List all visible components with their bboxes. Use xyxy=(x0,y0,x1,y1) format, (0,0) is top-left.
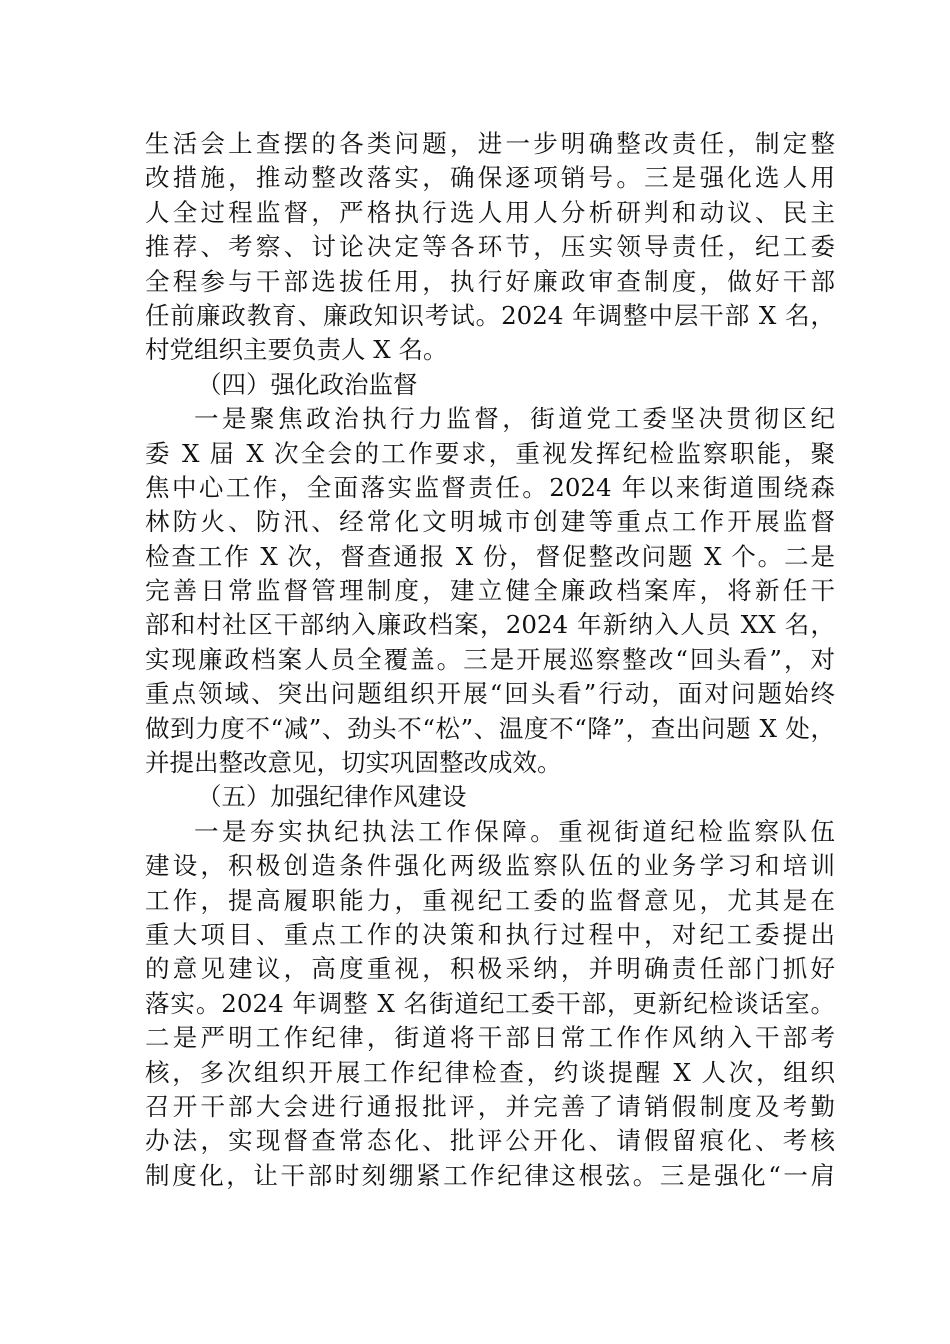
section-heading-5: （五）加强纪律作风建设 xyxy=(197,782,467,812)
body-line: 生活会上查摆的各类问题，进一步明确整改责任，制定整 xyxy=(145,129,835,158)
body-line: 任前廉政教育、廉政知识考试。2024 年调整中层干部 X 名， xyxy=(145,300,835,330)
body-line: 改措施，推动整改落实，确保逐项销号。三是强化选人用 xyxy=(145,163,835,193)
body-line: 部和村社区干部纳入廉政档案，2024 年新纳入人员 XX 名， xyxy=(145,610,835,640)
body-line: 核，多次组织开展工作纪律检查，约谈提醒 X 人次，组织 xyxy=(145,1057,835,1087)
body-line: 建设，积极创造条件强化两级监察队伍的业务学习和培训 xyxy=(145,851,835,881)
body-line: 工作，提高履职能力，重视纪工委的监督意见，尤其是在 xyxy=(145,885,835,915)
body-line: 重点领域、突出问题组织开展“回头看”行动，面对问题始终 xyxy=(145,679,835,709)
body-line: 实现廉政档案人员全覆盖。三是开展巡察整改“回头看”，对 xyxy=(145,644,835,674)
body-line: 并提出整改意见，切实巩固整改成效。 xyxy=(145,748,562,778)
body-line: 重大项目、重点工作的决策和执行过程中，对纪工委提出 xyxy=(145,919,835,949)
body-line: 召开干部大会进行通报批评，并完善了请销假制度及考勤 xyxy=(145,1091,835,1121)
body-line: 二是严明工作纪律，街道将干部日常工作作风纳入干部考 xyxy=(145,1023,835,1053)
body-line: 完善日常监督管理制度，建立健全廉政档案库，将新任干 xyxy=(145,576,835,606)
body-line: 办法，实现督查常态化、批评公开化、请假留痕化、考核 xyxy=(145,1126,835,1156)
body-line: 一是夯实执纪执法工作保障。重视街道纪检监察队伍 xyxy=(194,816,835,846)
body-line: 落实。2024 年调整 X 名街道纪工委干部，更新纪检谈话室。 xyxy=(145,988,835,1018)
body-line: 检查工作 X 次，督查通报 X 份，督促整改问题 X 个。二是 xyxy=(145,541,835,571)
body-line: 全程参与干部选拔任用，执行好廉政审查制度，做好干部 xyxy=(145,266,835,296)
body-line: 村党组织主要负责人 X 名。 xyxy=(145,335,448,365)
body-line: 林防火、防汛、经常化文明城市创建等重点工作开展监督 xyxy=(145,507,835,537)
body-line: 人全过程监督，严格执行选人用人分析研判和动议、民主 xyxy=(145,197,835,227)
section-heading-4: （四）强化政治监督 xyxy=(197,369,418,399)
body-line: 推荐、考察、讨论决定等各环节，压实领导责任，纪工委 xyxy=(145,232,835,262)
body-line: 制度化，让干部时刻绷紧工作纪律这根弦。三是强化“一肩 xyxy=(145,1160,835,1190)
body-line: 委 X 届 X 次全会的工作要求，重视发挥纪检监察职能，聚 xyxy=(145,438,835,468)
body-line: 做到力度不“减”、劲头不“松”、温度不“降”，查出问题 X 处， xyxy=(145,713,835,743)
body-line: 一是聚焦政治执行力监督，街道党工委坚决贯彻区纪 xyxy=(194,404,835,434)
document-body xyxy=(145,127,835,1193)
body-line: 的意见建议，高度重视，积极采纳，并明确责任部门抓好 xyxy=(145,954,835,984)
body-line: 焦中心工作，全面落实监督责任。2024 年以来街道围绕森 xyxy=(145,472,835,502)
